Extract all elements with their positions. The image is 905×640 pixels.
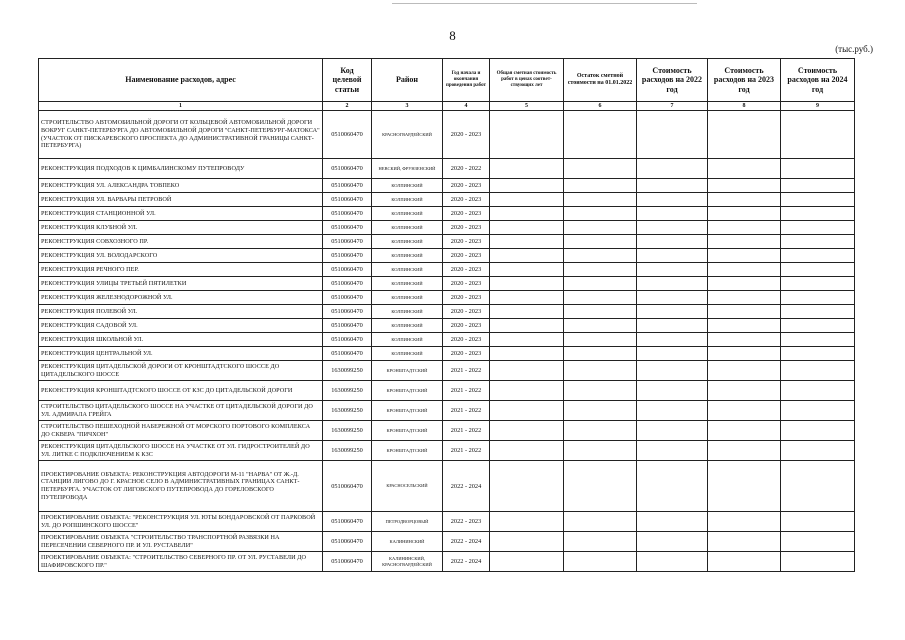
row-balance-cell: [564, 552, 637, 572]
row-cost-2022-cell: [637, 221, 708, 235]
row-name-cell: РЕКОНСТРУКЦИЯ РЕЧНОГО ПЕР.: [39, 263, 323, 277]
row-district-cell: КОЛПИНСКИЙ: [372, 193, 443, 207]
row-balance-cell: [564, 401, 637, 421]
table-row: [39, 361, 855, 381]
row-cost-2022-cell: [637, 291, 708, 305]
row-cost-2023-cell: [708, 333, 781, 347]
row-cost-2024-cell: [781, 249, 855, 263]
table-row: [39, 277, 855, 291]
row-code-cell: 0510060470: [323, 249, 372, 263]
row-code-cell: 0510060470: [323, 461, 372, 512]
row-cost-2022-cell: [637, 361, 708, 381]
table-row: [39, 461, 855, 512]
row-code-cell: 0510060470: [323, 512, 372, 532]
row-cost-2023-cell: [708, 221, 781, 235]
row-cost-2022-cell: [637, 552, 708, 572]
row-code-cell: 0510060470: [323, 277, 372, 291]
table-row: [39, 421, 855, 441]
row-total-cost-cell: [490, 512, 564, 532]
row-cost-2024-cell: [781, 532, 855, 552]
row-district-cell: КРОНШТАДТСКИЙ: [372, 381, 443, 401]
table-row: [39, 193, 855, 207]
column-number: 3: [372, 102, 443, 111]
row-balance-cell: [564, 361, 637, 381]
row-cost-2024-cell: [781, 111, 855, 159]
table-row: [39, 319, 855, 333]
row-cost-2022-cell: [637, 179, 708, 193]
row-period-cell: 2022 - 2024: [443, 552, 490, 572]
column-number: 5: [490, 102, 564, 111]
row-period-cell: 2022 - 2024: [443, 532, 490, 552]
header-cost-2023: Стоимость расходов на 2023 год: [708, 59, 781, 102]
row-district-cell: КОЛПИНСКИЙ: [372, 263, 443, 277]
row-balance-cell: [564, 461, 637, 512]
row-cost-2023-cell: [708, 361, 781, 381]
table-row: [39, 347, 855, 361]
row-cost-2022-cell: [637, 207, 708, 221]
row-period-cell: 2020 - 2023: [443, 277, 490, 291]
row-period-cell: 2022 - 2023: [443, 512, 490, 532]
row-cost-2023-cell: [708, 249, 781, 263]
row-balance-cell: [564, 532, 637, 552]
row-name-cell: РЕКОНСТРУКЦИЯ УЛ. АЛЕКСАНДРА ТОВПЕКО: [39, 179, 323, 193]
row-code-cell: 0510060470: [323, 159, 372, 179]
row-cost-2023-cell: [708, 421, 781, 441]
row-cost-2024-cell: [781, 361, 855, 381]
row-cost-2022-cell: [637, 111, 708, 159]
row-cost-2023-cell: [708, 552, 781, 572]
column-number: 2: [323, 102, 372, 111]
row-total-cost-cell: [490, 441, 564, 461]
row-balance-cell: [564, 305, 637, 319]
row-total-cost-cell: [490, 333, 564, 347]
row-period-cell: 2020 - 2023: [443, 111, 490, 159]
row-cost-2022-cell: [637, 381, 708, 401]
row-cost-2024-cell: [781, 277, 855, 291]
row-total-cost-cell: [490, 111, 564, 159]
row-code-cell: 1630099250: [323, 381, 372, 401]
row-cost-2023-cell: [708, 193, 781, 207]
row-cost-2023-cell: [708, 159, 781, 179]
row-total-cost-cell: [490, 291, 564, 305]
row-district-cell: КАЛИНИНСКИЙ: [372, 532, 443, 552]
row-code-cell: 0510060470: [323, 221, 372, 235]
row-cost-2022-cell: [637, 441, 708, 461]
row-name-cell: СТРОИТЕЛЬСТВО ЦИТАДЕЛЬСКОГО ШОССЕ НА УЧАСТКЕ ОТ ЦИТАДЕЛЬСКОЙ ДОРОГИ ДО УЛ. АДМИРАЛА ГРЕЙГА: [39, 401, 323, 421]
header-code: Код целевой статьи: [323, 59, 372, 102]
row-district-cell: НЕВСКИЙ, ФРУНЗЕНСКИЙ: [372, 159, 443, 179]
row-cost-2022-cell: [637, 193, 708, 207]
row-cost-2022-cell: [637, 249, 708, 263]
row-period-cell: 2021 - 2022: [443, 381, 490, 401]
row-cost-2024-cell: [781, 333, 855, 347]
row-name-cell: РЕКОНСТРУКЦИЯ САДОВОЙ УЛ.: [39, 319, 323, 333]
row-cost-2022-cell: [637, 333, 708, 347]
row-name-cell: СТРОИТЕЛЬСТВО ПЕШЕХОДНОЙ НАБЕРЕЖНОЙ ОТ МОРСКОГО ПОРТОВОГО КОМПЛЕКСА ДО СКВЕРА "ПИЧХОН": [39, 421, 323, 441]
row-code-cell: 0510060470: [323, 305, 372, 319]
row-cost-2024-cell: [781, 319, 855, 333]
row-cost-2022-cell: [637, 532, 708, 552]
row-period-cell: 2021 - 2022: [443, 401, 490, 421]
row-code-cell: 0510060470: [323, 319, 372, 333]
row-cost-2024-cell: [781, 263, 855, 277]
row-district-cell: КОЛПИНСКИЙ: [372, 207, 443, 221]
row-district-cell: КОЛПИНСКИЙ: [372, 333, 443, 347]
row-cost-2023-cell: [708, 401, 781, 421]
row-total-cost-cell: [490, 381, 564, 401]
row-total-cost-cell: [490, 361, 564, 381]
row-district-cell: КАЛИНИНСКИЙ, КРАСНОГВАРДЕЙСКИЙ: [372, 552, 443, 572]
row-cost-2023-cell: [708, 263, 781, 277]
row-total-cost-cell: [490, 421, 564, 441]
row-cost-2024-cell: [781, 347, 855, 361]
row-name-cell: РЕКОНСТРУКЦИЯ ЦЕНТРАЛЬНОЙ УЛ.: [39, 347, 323, 361]
row-period-cell: 2020 - 2023: [443, 347, 490, 361]
table-row: [39, 159, 855, 179]
row-cost-2022-cell: [637, 319, 708, 333]
row-cost-2022-cell: [637, 305, 708, 319]
row-cost-2024-cell: [781, 179, 855, 193]
row-period-cell: 2020 - 2023: [443, 179, 490, 193]
row-district-cell: КРОНШТАДТСКИЙ: [372, 361, 443, 381]
row-code-cell: 0510060470: [323, 291, 372, 305]
row-cost-2023-cell: [708, 381, 781, 401]
row-balance-cell: [564, 512, 637, 532]
column-number: 9: [781, 102, 855, 111]
row-district-cell: КОЛПИНСКИЙ: [372, 249, 443, 263]
row-period-cell: 2020 - 2023: [443, 333, 490, 347]
row-district-cell: КОЛПИНСКИЙ: [372, 305, 443, 319]
row-cost-2022-cell: [637, 263, 708, 277]
row-district-cell: КРАСНОСЕЛЬСКИЙ: [372, 461, 443, 512]
row-cost-2024-cell: [781, 235, 855, 249]
table-row: [39, 401, 855, 421]
row-district-cell: КОЛПИНСКИЙ: [372, 291, 443, 305]
row-name-cell: РЕКОНСТРУКЦИЯ ПОЛЕВОЙ УЛ.: [39, 305, 323, 319]
row-name-cell: РЕКОНСТРУКЦИЯ УЛ. ВАРВАРЫ ПЕТРОВОЙ: [39, 193, 323, 207]
row-code-cell: 0510060470: [323, 235, 372, 249]
row-code-cell: 1630099250: [323, 361, 372, 381]
row-total-cost-cell: [490, 277, 564, 291]
row-total-cost-cell: [490, 221, 564, 235]
row-total-cost-cell: [490, 179, 564, 193]
table-row: [39, 333, 855, 347]
header-balance: Остаток сметной стоимости на 01.01.2022: [564, 59, 637, 102]
header-name: Наименование расходов, адрес: [39, 59, 323, 102]
row-cost-2023-cell: [708, 347, 781, 361]
row-cost-2022-cell: [637, 159, 708, 179]
row-total-cost-cell: [490, 305, 564, 319]
row-name-cell: РЕКОНСТРУКЦИЯ ЦИТАДЕЛЬСКОГО ШОССЕ НА УЧАСТКЕ ОТ УЛ. ГИДРОСТРОИТЕЛЕЙ ДО УЛ. ЛИТКЕ С ПОДКЛЮЧЕНИЕМ К КЗС: [39, 441, 323, 461]
table-row: [39, 111, 855, 159]
row-balance-cell: [564, 441, 637, 461]
row-name-cell: РЕКОНСТРУКЦИЯ ЖЕЛЕЗНОДОРОЖНОЙ УЛ.: [39, 291, 323, 305]
table-row: [39, 441, 855, 461]
row-cost-2023-cell: [708, 441, 781, 461]
table-row: [39, 179, 855, 193]
row-period-cell: 2022 - 2024: [443, 461, 490, 512]
row-district-cell: КОЛПИНСКИЙ: [372, 277, 443, 291]
row-period-cell: 2021 - 2022: [443, 361, 490, 381]
row-balance-cell: [564, 291, 637, 305]
row-cost-2024-cell: [781, 421, 855, 441]
row-balance-cell: [564, 235, 637, 249]
table-row: [39, 221, 855, 235]
row-total-cost-cell: [490, 552, 564, 572]
row-period-cell: 2020 - 2022: [443, 159, 490, 179]
row-district-cell: КОЛПИНСКИЙ: [372, 179, 443, 193]
row-total-cost-cell: [490, 235, 564, 249]
row-cost-2024-cell: [781, 552, 855, 572]
row-period-cell: 2020 - 2023: [443, 319, 490, 333]
row-cost-2022-cell: [637, 401, 708, 421]
row-period-cell: 2020 - 2023: [443, 263, 490, 277]
column-number: 6: [564, 102, 637, 111]
row-period-cell: 2020 - 2023: [443, 305, 490, 319]
row-name-cell: РЕКОНСТРУКЦИЯ ЦИТАДЕЛЬСКОЙ ДОРОГИ ОТ КРОНШТАДТСКОГО ШОССЕ ДО ЦИТАДЕЛЬСКОГО ШОССЕ: [39, 361, 323, 381]
expenses-table: [38, 58, 855, 572]
page-number: 8: [449, 28, 456, 43]
row-cost-2023-cell: [708, 277, 781, 291]
row-cost-2023-cell: [708, 319, 781, 333]
row-period-cell: 2020 - 2023: [443, 207, 490, 221]
column-number: 1: [39, 102, 323, 111]
row-name-cell: РЕКОНСТРУКЦИЯ СОВХОЗНОГО ПР.: [39, 235, 323, 249]
row-balance-cell: [564, 263, 637, 277]
row-cost-2023-cell: [708, 207, 781, 221]
row-balance-cell: [564, 207, 637, 221]
row-district-cell: ПЕТРОДВОРЦОВЫЙ: [372, 512, 443, 532]
row-period-cell: 2021 - 2022: [443, 441, 490, 461]
row-cost-2024-cell: [781, 512, 855, 532]
row-district-cell: КОЛПИНСКИЙ: [372, 235, 443, 249]
header-row: [39, 59, 855, 102]
header-period: Год начала и окончания проведения работ: [443, 59, 490, 102]
row-balance-cell: [564, 111, 637, 159]
row-balance-cell: [564, 179, 637, 193]
row-total-cost-cell: [490, 401, 564, 421]
scan-top-line: [392, 3, 697, 4]
row-balance-cell: [564, 421, 637, 441]
row-balance-cell: [564, 347, 637, 361]
row-balance-cell: [564, 319, 637, 333]
row-code-cell: 0510060470: [323, 347, 372, 361]
row-cost-2024-cell: [781, 305, 855, 319]
row-name-cell: РЕКОНСТРУКЦИЯ КЛУБНОЙ УЛ.: [39, 221, 323, 235]
row-code-cell: 0510060470: [323, 333, 372, 347]
row-name-cell: РЕКОНСТРУКЦИЯ ПОДХОДОВ К ЦИМБАЛИНСКОМУ ПУТЕПРОВОДУ: [39, 159, 323, 179]
row-cost-2023-cell: [708, 235, 781, 249]
row-cost-2023-cell: [708, 461, 781, 512]
row-balance-cell: [564, 277, 637, 291]
row-code-cell: 0510060470: [323, 532, 372, 552]
header-total-cost: Общая сметная стоимость работ в ценах соответ-ствующих лет: [490, 59, 564, 102]
row-cost-2024-cell: [781, 159, 855, 179]
row-code-cell: 0510060470: [323, 111, 372, 159]
row-cost-2023-cell: [708, 512, 781, 532]
row-district-cell: КОЛПИНСКИЙ: [372, 221, 443, 235]
row-balance-cell: [564, 159, 637, 179]
row-code-cell: 1630099250: [323, 401, 372, 421]
table-row: [39, 235, 855, 249]
row-code-cell: 0510060470: [323, 207, 372, 221]
row-code-cell: 0510060470: [323, 193, 372, 207]
row-cost-2024-cell: [781, 401, 855, 421]
header-cost-2022: Стоимость расходов на 2022 год: [637, 59, 708, 102]
row-cost-2022-cell: [637, 347, 708, 361]
row-period-cell: 2020 - 2023: [443, 193, 490, 207]
row-total-cost-cell: [490, 193, 564, 207]
column-number: 4: [443, 102, 490, 111]
row-code-cell: 0510060470: [323, 552, 372, 572]
table-row: [39, 291, 855, 305]
table-row: [39, 207, 855, 221]
row-name-cell: РЕКОНСТРУКЦИЯ КРОНШТАДТСКОГО ШОССЕ ОТ КЗС ДО ЦИТАДЕЛЬСКОЙ ДОРОГИ: [39, 381, 323, 401]
header-cost-2024: Стоимость расходов на 2024 год: [781, 59, 855, 102]
row-cost-2024-cell: [781, 193, 855, 207]
row-total-cost-cell: [490, 461, 564, 512]
row-cost-2023-cell: [708, 532, 781, 552]
row-cost-2024-cell: [781, 461, 855, 512]
row-period-cell: 2021 - 2022: [443, 421, 490, 441]
table-row: [39, 532, 855, 552]
row-name-cell: СТРОИТЕЛЬСТВО АВТОМОБИЛЬНОЙ ДОРОГИ ОТ КОЛЬЦЕВОЙ АВТОМОБИЛЬНОЙ ДОРОГИ ВОКРУГ САНКТ-ПЕТЕРБУРГА ДО АВТОМОБИЛЬНОЙ ДОРОГИ "САНКТ-ПЕТЕРБУРГ-МАТОКСА" (УЧАСТОК ОТ ПИСКАРЕВСКОГО ПРОСПЕКТА ДО АДМИНИСТРАТИВНОЙ ГРАНИЦЫ САНКТ-ПЕТЕРБУРГА): [39, 111, 323, 159]
row-cost-2023-cell: [708, 111, 781, 159]
row-district-cell: КОЛПИНСКИЙ: [372, 319, 443, 333]
column-number-row: [39, 102, 855, 111]
row-cost-2024-cell: [781, 207, 855, 221]
row-cost-2024-cell: [781, 441, 855, 461]
row-total-cost-cell: [490, 263, 564, 277]
table-row: [39, 552, 855, 572]
row-cost-2023-cell: [708, 305, 781, 319]
table-row: [39, 381, 855, 401]
row-period-cell: 2020 - 2023: [443, 221, 490, 235]
row-name-cell: ПРОЕКТИРОВАНИЕ ОБЪЕКТА: РЕКОНСТРУКЦИЯ АВТОДОРОГИ М-11 "НАРВА" ОТ Ж.-Д. СТАНЦИИ ЛИГОВО ДО Г. КРАСНОЕ СЕЛО В АДМИНИСТРАТИВНЫХ ГРАНИЦАХ САНКТ-ПЕТЕРБУРГА. УЧАСТОК ОТ ЛИГОВСКОГО ПУТЕПРОВОДА ДО ГОРЕЛОВСКОГО ПУТЕПРОВОДА: [39, 461, 323, 512]
row-total-cost-cell: [490, 249, 564, 263]
column-number: 8: [708, 102, 781, 111]
row-cost-2022-cell: [637, 277, 708, 291]
table-row: [39, 512, 855, 532]
row-total-cost-cell: [490, 347, 564, 361]
table-row: [39, 249, 855, 263]
row-cost-2022-cell: [637, 512, 708, 532]
row-cost-2022-cell: [637, 235, 708, 249]
row-code-cell: 1630099250: [323, 421, 372, 441]
table-row: [39, 263, 855, 277]
row-balance-cell: [564, 333, 637, 347]
row-district-cell: КРАСНОГВАРДЕЙСКИЙ: [372, 111, 443, 159]
row-balance-cell: [564, 193, 637, 207]
row-name-cell: ПРОЕКТИРОВАНИЕ ОБЪЕКТА: "РЕКОНСТРУКЦИЯ УЛ. ЮТЫ БОНДАРОВСКОЙ ОТ ПАРКОВОЙ УЛ. ДО РОПШИНСКОГО ШОССЕ": [39, 512, 323, 532]
column-number: 7: [637, 102, 708, 111]
row-balance-cell: [564, 381, 637, 401]
row-total-cost-cell: [490, 159, 564, 179]
row-district-cell: КРОНШТАДТСКИЙ: [372, 421, 443, 441]
row-code-cell: 0510060470: [323, 179, 372, 193]
row-total-cost-cell: [490, 207, 564, 221]
row-name-cell: РЕКОНСТРУКЦИЯ ШКОЛЬНОЙ УЛ.: [39, 333, 323, 347]
row-district-cell: КОЛПИНСКИЙ: [372, 347, 443, 361]
row-period-cell: 2020 - 2023: [443, 235, 490, 249]
row-total-cost-cell: [490, 532, 564, 552]
row-code-cell: 0510060470: [323, 263, 372, 277]
row-period-cell: 2020 - 2023: [443, 249, 490, 263]
row-period-cell: 2020 - 2023: [443, 291, 490, 305]
row-cost-2023-cell: [708, 291, 781, 305]
row-total-cost-cell: [490, 319, 564, 333]
row-cost-2022-cell: [637, 461, 708, 512]
row-name-cell: РЕКОНСТРУКЦИЯ УЛИЦЫ ТРЕТЬЕЙ ПЯТИЛЕТКИ: [39, 277, 323, 291]
row-cost-2023-cell: [708, 179, 781, 193]
row-cost-2024-cell: [781, 291, 855, 305]
row-name-cell: РЕКОНСТРУКЦИЯ СТАНЦИОННОЙ УЛ.: [39, 207, 323, 221]
header-district: Район: [372, 59, 443, 102]
row-name-cell: ПРОЕКТИРОВАНИЕ ОБЪЕКТА: "СТРОИТЕЛЬСТВО СЕВЕРНОГО ПР. ОТ УЛ. РУСТАВЕЛИ ДО ШАФИРОВСКОГО ПР.": [39, 552, 323, 572]
row-district-cell: КРОНШТАДТСКИЙ: [372, 401, 443, 421]
row-cost-2022-cell: [637, 421, 708, 441]
row-name-cell: РЕКОНСТРУКЦИЯ УЛ. ВОЛОДАРСКОГО: [39, 249, 323, 263]
row-cost-2024-cell: [781, 381, 855, 401]
row-balance-cell: [564, 221, 637, 235]
units-label: (тыс.руб.): [835, 44, 873, 54]
row-name-cell: ПРОЕКТИРОВАНИЕ ОБЪЕКТА "СТРОИТЕЛЬСТВО ТРАНСПОРТНОЙ РАЗВЯЗКИ НА ПЕРЕСЕЧЕНИИ СЕВЕРНОГО ПР. И УЛ. РУСТАВЕЛИ": [39, 532, 323, 552]
row-code-cell: 1630099250: [323, 441, 372, 461]
row-cost-2024-cell: [781, 221, 855, 235]
table-row: [39, 305, 855, 319]
row-balance-cell: [564, 249, 637, 263]
row-district-cell: КРОНШТАДТСКИЙ: [372, 441, 443, 461]
